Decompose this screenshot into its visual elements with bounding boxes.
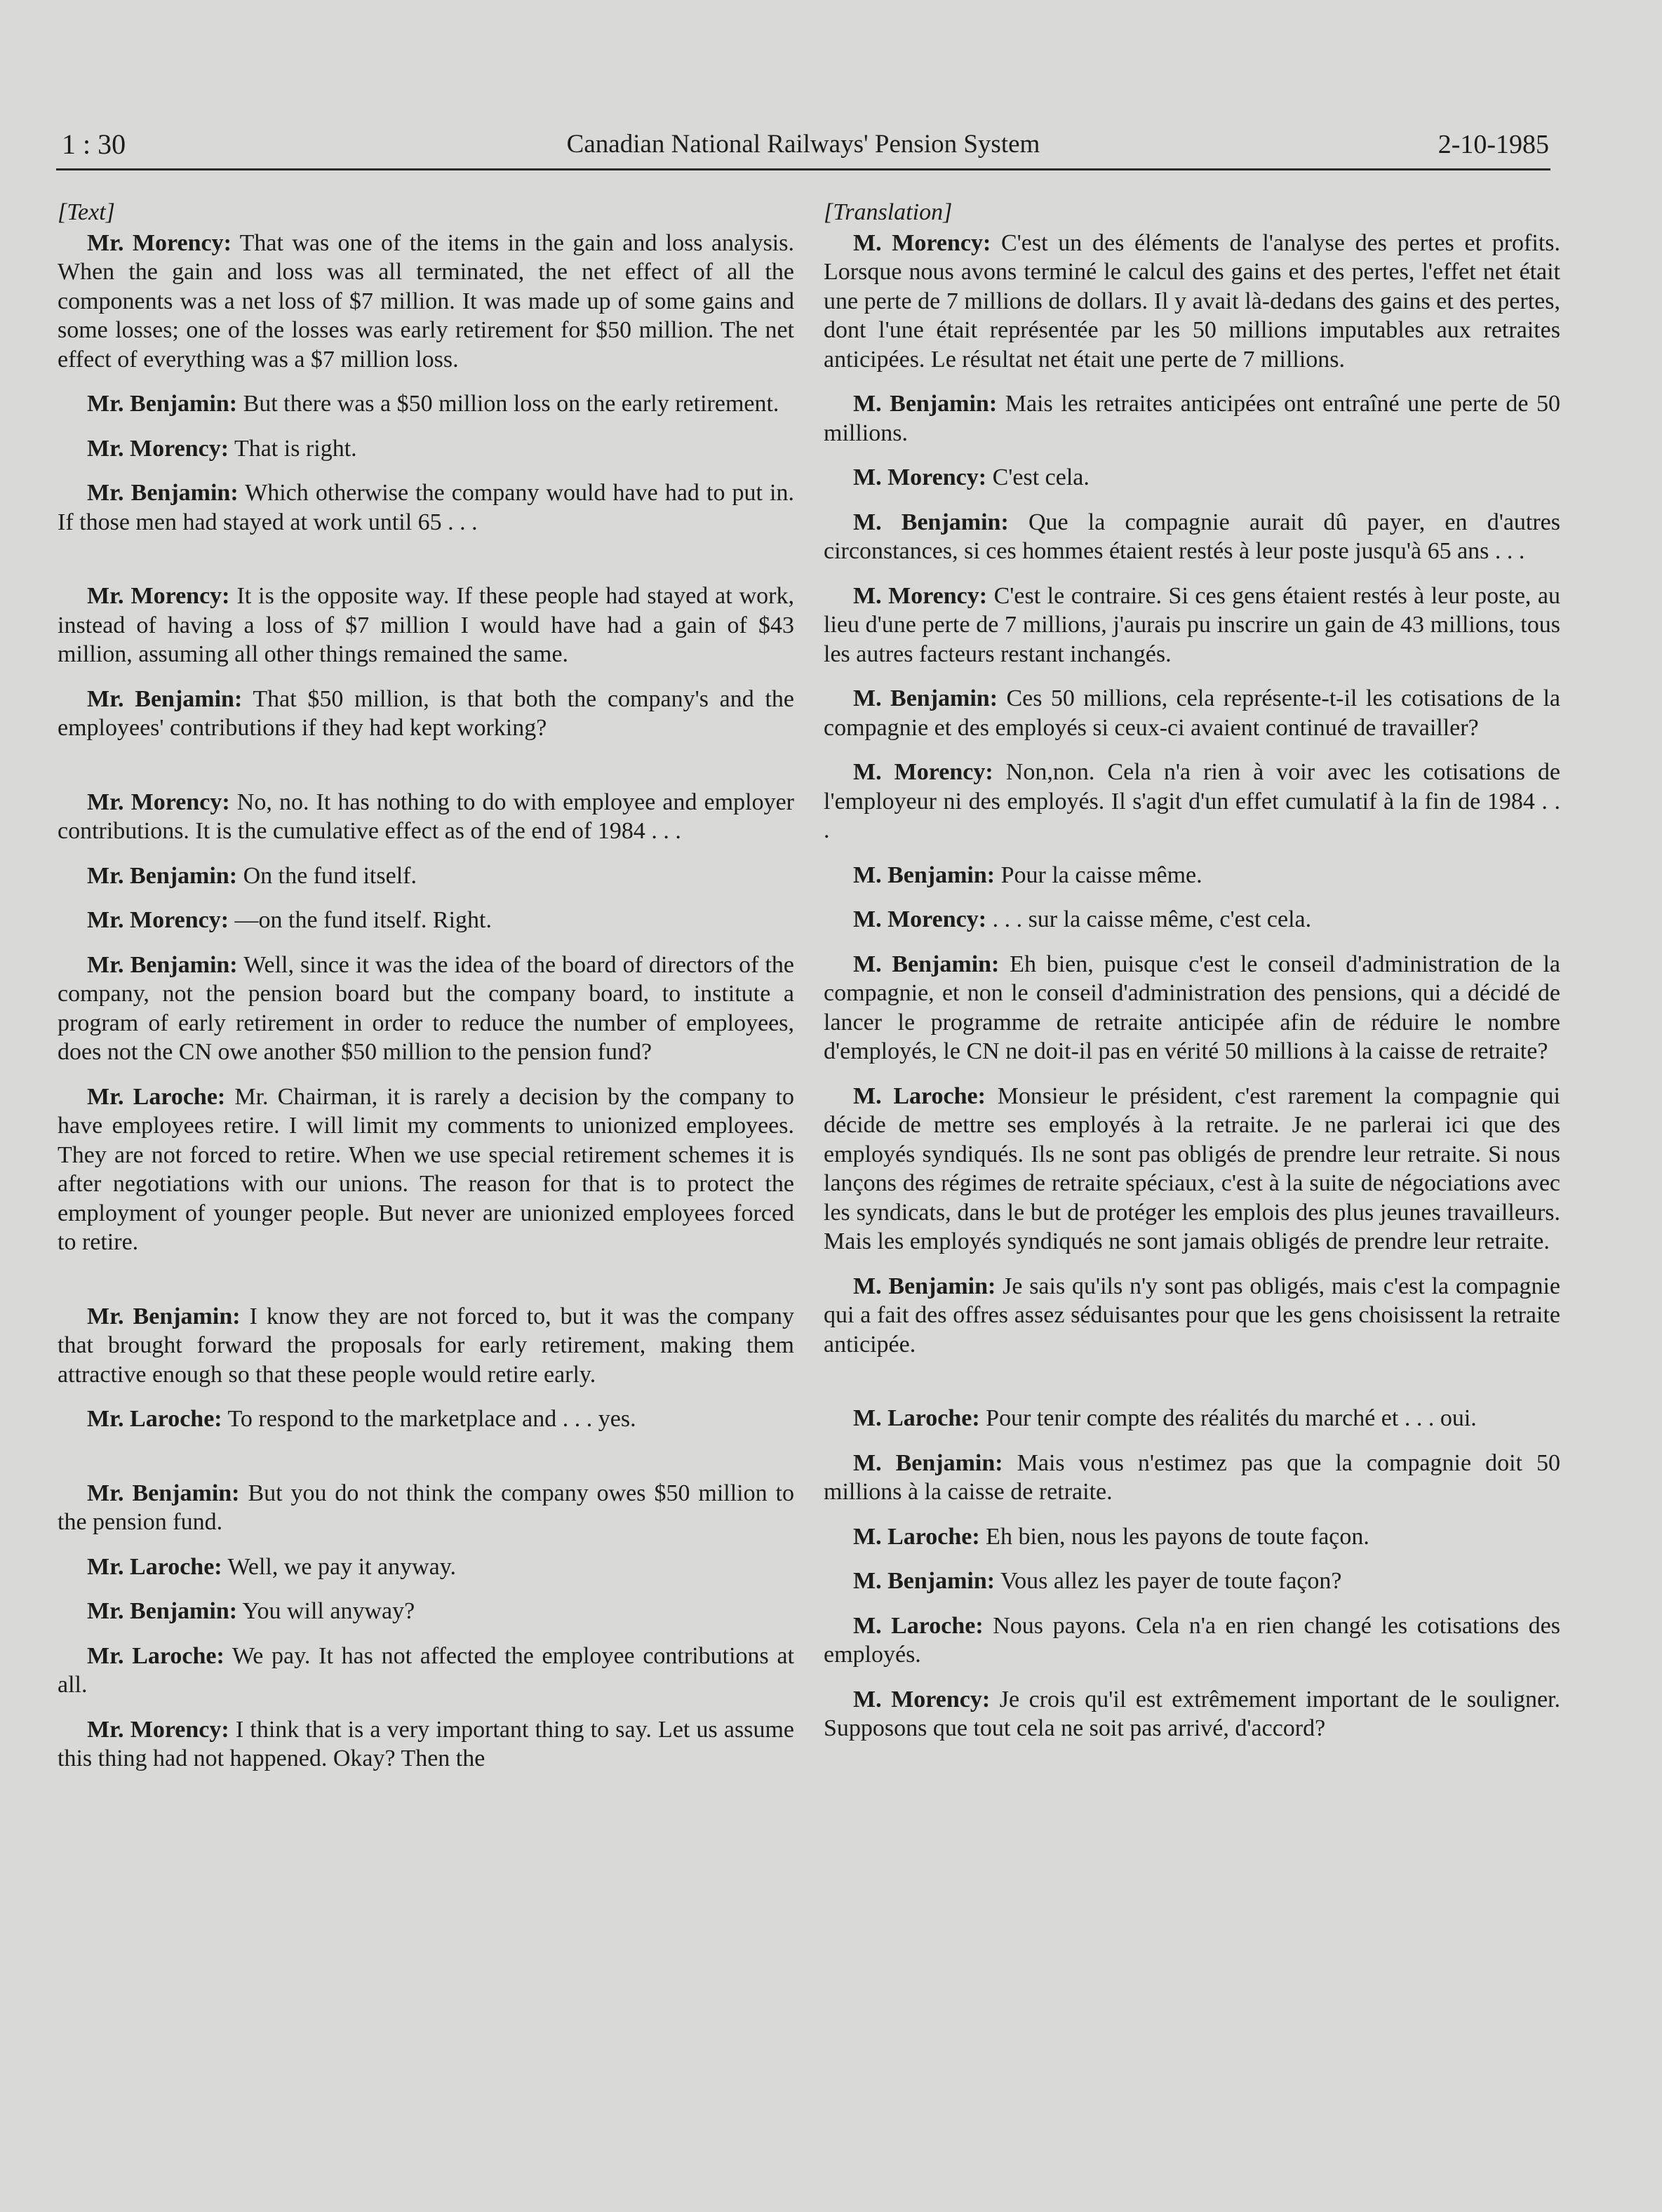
speaker-name: M. Benjamin: — [853, 509, 1009, 535]
speech-text: Eh bien, puisque c'est le conseil d'administration de la compagnie, et non le conseil d'administration des pensions, qui a décidé de lancer le programme de retraite anticipée afin de réduire le nombre d'employés, le CN ne doit-il pas en vérité 50 millions à la caisse de retraite? — [824, 951, 1561, 1064]
transcript-paragraph — [58, 478, 794, 537]
speech-text: Pour tenir compte des réalités du marché et . . . oui. — [986, 1405, 1477, 1431]
transcript-paragraph — [824, 582, 1560, 669]
transcript-paragraph — [824, 463, 1560, 492]
transcript-paragraph — [824, 684, 1560, 742]
speaker-name: M. Laroche: — [853, 1082, 986, 1109]
speech-text: No, no. It has nothing to do with employee and employer contributions. It is the cumulative effect as of the end of 1984 . . . — [58, 789, 794, 844]
speech-text: Pour la caisse même. — [1000, 862, 1202, 888]
speech-text: Which otherwise the company would have had to put in. If those men had stayed at work until 65 . . . — [58, 480, 795, 535]
speaker-name: Mr. Benjamin: — [87, 685, 243, 712]
french-column — [824, 198, 1560, 1759]
speaker-name: M. Benjamin: — [853, 1568, 996, 1594]
speaker-name: M. Morency: — [853, 759, 993, 785]
speech-text: Mais vous n'estimez pas que la compagnie doit 50 millions à la caisse de retraite. — [824, 1449, 1561, 1505]
speech-text: I think that is a very important thing to say. Let us assume this thing had not happened. Okay? Then the — [58, 1716, 795, 1771]
speaker-name: Mr. Morency: — [87, 907, 229, 933]
speaker-name: M. Benjamin: — [853, 1273, 996, 1299]
speech-text: Mr. Chairman, it is rarely a decision by the company to have employees retire. I will limit my comments to unionized employees. They are not forced to retire. When we use special retirement schemes it is after negotiations with our unions. The reason for that is to protect the employment of younger people. But never are unionized employees forced to retire. — [58, 1083, 794, 1255]
transcript-paragraph — [824, 1449, 1560, 1507]
speaker-name: M. Laroche: — [853, 1405, 980, 1431]
transcript-paragraph — [824, 1611, 1560, 1670]
transcript-paragraph — [58, 862, 794, 891]
speech-text: Non,non. Cela n'a rien à voir avec les cotisations de l'employeur ni des employés. Il s'agit d'un effet cumulatif à la fin de 1984 . . . — [824, 759, 1561, 843]
speaker-name: M. Morency: — [853, 582, 988, 609]
transcript-paragraph — [58, 1479, 794, 1537]
speech-text: But there was a $50 million loss on the early retirement. — [243, 391, 779, 417]
speech-text: Je crois qu'il est extrêmement important de le souligner. Supposons que tout cela ne soit pas arrivé, d'accord? — [824, 1686, 1560, 1741]
speech-text: That $50 million, is that both the company's and the employees' contributions if they had kept working? — [58, 685, 794, 741]
speaker-name: Mr. Laroche: — [87, 1553, 222, 1580]
speech-text: Mais les retraites anticipées ont entraîné une perte de 50 millions. — [824, 391, 1560, 446]
speaker-name: Mr. Laroche: — [87, 1406, 222, 1432]
transcript-paragraph — [824, 229, 1560, 375]
speaker-name: M. Morency: — [853, 229, 991, 256]
speaker-name: M. Laroche: — [853, 1523, 980, 1550]
speech-text: To respond to the marketplace and . . . yes. — [227, 1406, 636, 1432]
speaker-name: Mr. Benjamin: — [87, 1480, 240, 1506]
speaker-name: M. Morency: — [853, 906, 987, 932]
speech-text: It is the opposite way. If these people had stayed at work, instead of having a loss of $7 million I would have had a gain of $43 million, assuming all other things remained the same. — [58, 583, 795, 667]
page-number: 1 : 30 — [62, 128, 126, 160]
transcript-paragraph — [58, 1405, 794, 1434]
transcript-paragraph — [824, 1272, 1560, 1360]
speech-text: But you do not think the company owes $50 million to the pension fund. — [58, 1480, 794, 1535]
speech-text: On the fund itself. — [243, 862, 417, 889]
transcript-paragraph — [58, 1082, 794, 1257]
speaker-name: M. Benjamin: — [853, 951, 1000, 977]
speech-text: C'est un des éléments de l'analyse des pertes et profits. Lorsque nous avons terminé le calcul des gains et des pertes, l'effet net était une perte de 7 millions de dollars. Il y avait là-dedans des gains et des pertes, dont l'une était représentée par les 50 millions imputables aux retraites anticipées. Le résultat net était une perte de 7 millions. — [824, 229, 1561, 373]
speech-text: You will anyway? — [242, 1598, 415, 1624]
speaker-name: Mr. Benjamin: — [87, 951, 238, 978]
speech-text: Vous allez les payer de toute façon? — [1000, 1568, 1342, 1594]
transcript-paragraph — [824, 389, 1560, 448]
transcript-paragraph — [58, 1597, 794, 1626]
transcript-paragraph — [58, 1302, 794, 1390]
transcript-paragraph — [58, 685, 794, 743]
speech-text: That was one of the items in the gain and loss analysis. When the gain and loss was all terminated, the net effect of all the components was a net loss of $7 million. It was made up of some gains and some losses; one of the losses was early retirement for $50 million. The net effect of everything was a $7 million loss. — [58, 229, 794, 373]
speech-text: C'est le contraire. Si ces gens étaient restés à leur poste, au lieu d'une perte de 7 millions, j'aurais pu inscrire un gain de 43 millions, tous les autres facteurs restant inchangés. — [824, 582, 1561, 667]
transcript-paragraph — [824, 1685, 1560, 1743]
speech-text: Monsieur le président, c'est rarement la compagnie qui décide de mettre ses employés à la retraite. Je ne parlerai ici que des employés syndiqués. Ils ne sont pas obligés de prendre leur retraite. Si nous lançons des régimes de retraite spéciaux, c'est à la suite de négociations avec les syndicats, dans le but de protéger les emplois des plus jeunes travailleurs. Mais les employés syndiqués ne sont jamais obligés de prendre leur retraite. — [824, 1082, 1560, 1254]
transcript-paragraph — [824, 905, 1560, 934]
speaker-name: Mr. Benjamin: — [87, 862, 238, 889]
transcript-paragraph — [58, 229, 794, 375]
transcript-paragraph — [824, 1522, 1560, 1552]
header-date: 2-10-1985 — [1438, 130, 1549, 159]
speaker-name: M. Laroche: — [853, 1612, 984, 1639]
speaker-name: Mr. Benjamin: — [87, 480, 239, 506]
speaker-name: M. Morency: — [853, 464, 987, 490]
speaker-name: Mr. Benjamin: — [87, 1598, 238, 1624]
transcript-paragraph — [824, 1567, 1560, 1596]
running-title: Canadian National Railways' Pension System — [566, 130, 1040, 159]
speech-text: That is right. — [234, 435, 357, 462]
speaker-name: Mr. Benjamin: — [87, 391, 238, 417]
speaker-name: Mr. Benjamin: — [87, 1303, 241, 1329]
transcript-paragraph — [824, 861, 1560, 890]
speaker-name: M. Benjamin: — [853, 391, 998, 417]
speaker-name: Mr. Morency: — [87, 583, 230, 609]
speech-text: Eh bien, nous les payons de toute façon. — [986, 1523, 1369, 1550]
transcript-paragraph — [58, 389, 794, 419]
transcript-paragraph — [58, 1642, 794, 1700]
section-label-text: [Text] — [58, 199, 115, 225]
speaker-name: Mr. Morency: — [87, 229, 232, 256]
transcript-paragraph — [58, 582, 794, 669]
speaker-name: M. Benjamin: — [853, 1449, 1003, 1476]
transcript-paragraph — [58, 788, 794, 846]
speech-text: Je sais qu'ils n'y sont pas obligés, mais c'est la compagnie qui a fait des offres assez séduisantes pour que les gens choisissent la retraite anticipée. — [824, 1273, 1561, 1358]
transcript-paragraph — [824, 1082, 1560, 1256]
speech-text: —on the fund itself. Right. — [234, 907, 492, 933]
speech-text: C'est cela. — [992, 464, 1090, 490]
transcript-paragraph — [58, 1553, 794, 1582]
speech-text: Well, since it was the idea of the board of directors of the company, not the pension board but the company board, to institute a program of early retirement in order to reduce the number of employees, does not the CN owe another $50 million to the pension fund? — [58, 951, 795, 1065]
english-column — [58, 198, 794, 1789]
transcript-paragraph — [58, 906, 794, 935]
speech-text: . . . sur la caisse même, c'est cela. — [992, 906, 1312, 932]
speech-text: We pay. It has not affected the employee contributions at all. — [58, 1642, 794, 1698]
transcript-paragraph — [824, 950, 1560, 1066]
transcript-paragraph — [58, 434, 794, 464]
transcript-paragraph — [824, 508, 1560, 566]
section-label-translation: [Translation] — [824, 199, 953, 225]
transcript-paragraph — [58, 1715, 794, 1774]
transcript-paragraph — [824, 758, 1560, 845]
speaker-name: M. Benjamin: — [853, 685, 998, 711]
speech-text: I know they are not forced to, but it was the company that brought forward the proposals for early retirement, making them attractive enough so that these people would retire early. — [58, 1303, 795, 1388]
speaker-name: Mr. Laroche: — [87, 1083, 226, 1110]
speaker-name: M. Morency: — [853, 1686, 991, 1712]
speaker-name: Mr. Morency: — [87, 435, 229, 462]
speaker-name: M. Benjamin: — [853, 862, 996, 888]
speech-text: Nous payons. Cela n'a en rien changé les cotisations des employés. — [824, 1612, 1560, 1668]
transcript-paragraph — [824, 1404, 1560, 1433]
speaker-name: Mr. Laroche: — [87, 1642, 224, 1669]
speech-text: Ces 50 millions, cela représente-t-il les cotisations de la compagnie et des employés si ceux-ci avaient continué de travailler? — [824, 685, 1560, 741]
speaker-name: Mr. Morency: — [87, 789, 230, 815]
speaker-name: Mr. Morency: — [87, 1716, 229, 1743]
page-header — [56, 126, 1550, 170]
speech-text: Well, we pay it anyway. — [227, 1553, 457, 1580]
transcript-paragraph — [58, 951, 794, 1067]
speech-text: Que la compagnie aurait dû payer, en d'autres circonstances, si ces hommes étaient restés à leur poste jusqu'à 65 ans . . . — [824, 509, 1561, 564]
